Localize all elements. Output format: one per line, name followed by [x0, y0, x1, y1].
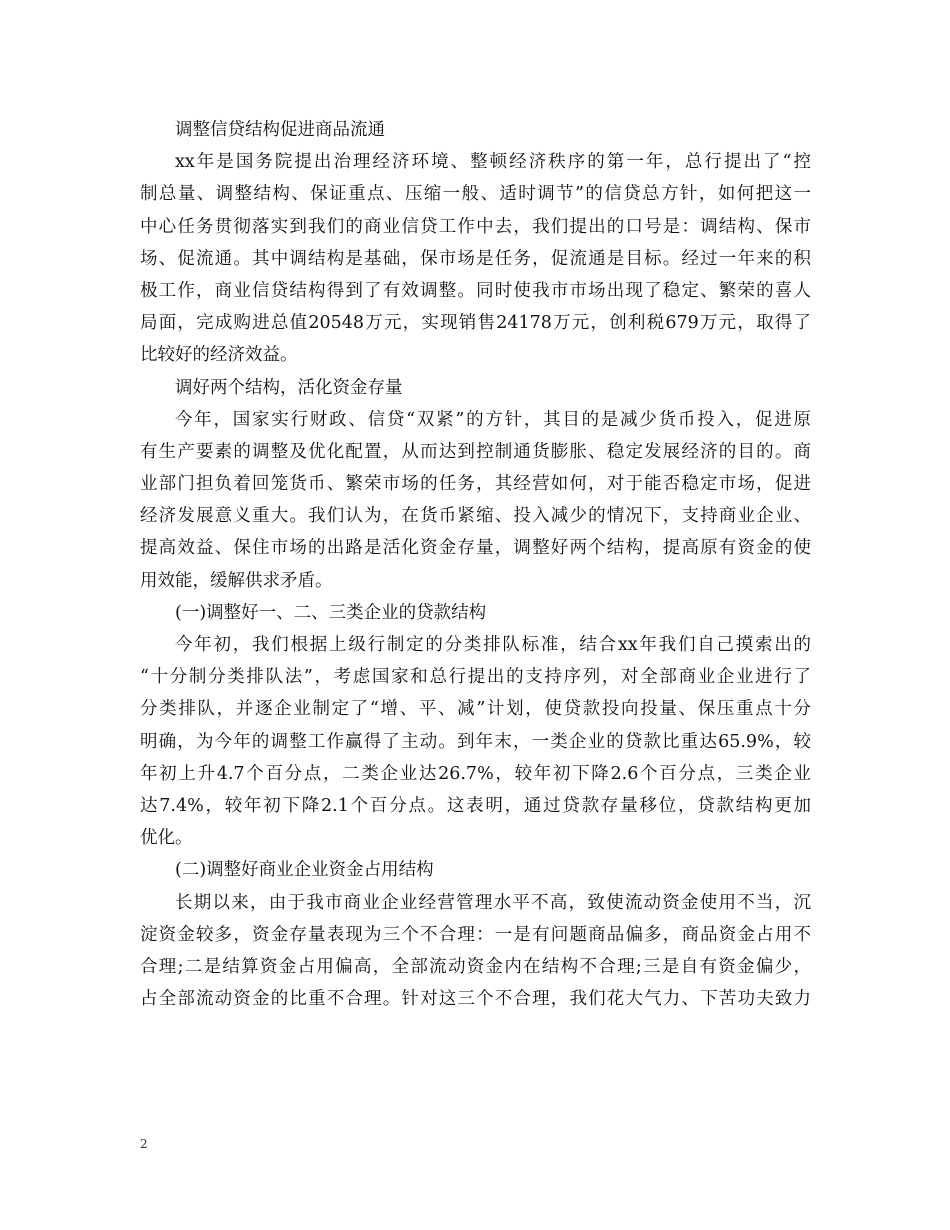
- paragraph-line: 今年初，我们根据上级行制定的分类排队标准，结合xx年我们自己摸索出的: [175, 635, 811, 655]
- paragraph-line: 达7.4%，较年初下降2.1个百分点。这表明，通过贷款存量移位，贷款结构更加: [140, 795, 811, 816]
- document-body: [140, 114, 811, 1015]
- paragraph-line: 局面，完成购进总值20548万元，实现销售24178万元，创利税679万元，取得了: [140, 313, 811, 334]
- paragraph-line: 比较好的经济效益。: [140, 345, 298, 366]
- paragraph-line: 提高效益、保住市场的出路是活化资金存量，调整好两个结构，提高原有资金的使: [140, 538, 811, 559]
- page-number: 2: [140, 1137, 148, 1151]
- paragraph-line: 合理;二是结算资金占用偏高，全部流动资金内在结构不合理;三是自有资金偏少，: [140, 956, 811, 977]
- subsection-heading: (二)调整好商业企业资金占用结构: [175, 860, 434, 881]
- paragraph-line: 中心任务贯彻落实到我们的商业信贷工作中去，我们提出的口号是：调结构、保市: [140, 216, 811, 237]
- paragraph-line: 场、促流通。其中调结构是基础，保市场是任务，促流通是目标。经过一年来的积: [140, 248, 811, 269]
- paragraph-line: “十分制分类排队法”，考虑国家和总行提出的支持序列，对全部商业企业进行了: [140, 667, 811, 688]
- paragraph-line: 分类排队，并逐企业制定了“增、平、减”计划，使贷款投向投量、保压重点十分: [140, 699, 811, 720]
- paragraph-line: 制总量、调整结构、保证重点、压缩一般、适时调节”的信贷总方针，如何把这一: [140, 184, 811, 205]
- paragraph-line: 优化。: [140, 828, 193, 849]
- paragraph-line: xx年是国务院提出治理经济环境、整顿经济秩序的第一年，总行提出了“控: [175, 152, 811, 173]
- section-heading: 调好两个结构，活化资金存量: [175, 377, 403, 398]
- paragraph-line: 用效能，缓解供求矛盾。: [140, 570, 333, 591]
- paragraph-line: 经济发展意义重大。我们认为，在货币紧缩、投入减少的情况下，支持商业企业、: [140, 506, 811, 527]
- paragraph-line: 占全部流动资金的比重不合理。针对这三个不合理，我们花大气力、下苦功夫致力: [140, 989, 811, 1010]
- paragraph-line: 极工作，商业信贷结构得到了有效调整。同时使我市市场出现了稳定、繁荣的喜人: [140, 280, 811, 301]
- paragraph-line: 有生产要素的调整及优化配置，从而达到控制通货膨胀、稳定发展经济的目的。商: [140, 441, 811, 462]
- section-heading: 调整信贷结构促进商品流通: [175, 120, 385, 140]
- paragraph-line: 今年，国家实行财政、信贷“双紧”的方针，其目的是减少货币投入，促进原: [175, 409, 811, 430]
- subsection-heading: (一)调整好一、二、三类企业的贷款结构: [175, 602, 487, 623]
- paragraph-line: 长期以来，由于我市商业企业经营管理水平不高，致使流动资金使用不当，沉: [175, 892, 811, 913]
- paragraph-line: 淀资金较多，资金存量表现为三个不合理：一是有问题商品偏多，商品资金占用不: [140, 924, 811, 945]
- paragraph-line: 业部门担负着回笼货币、繁荣市场的任务，其经营如何，对于能否稳定市场，促进: [140, 474, 811, 495]
- paragraph-line: 明确，为今年的调整工作赢得了主动。到年末，一类企业的贷款比重达65.9%，较: [140, 731, 811, 752]
- paragraph-line: 年初上升4.7个百分点，二类企业达26.7%，较年初下降2.6个百分点，三类企业: [140, 763, 811, 784]
